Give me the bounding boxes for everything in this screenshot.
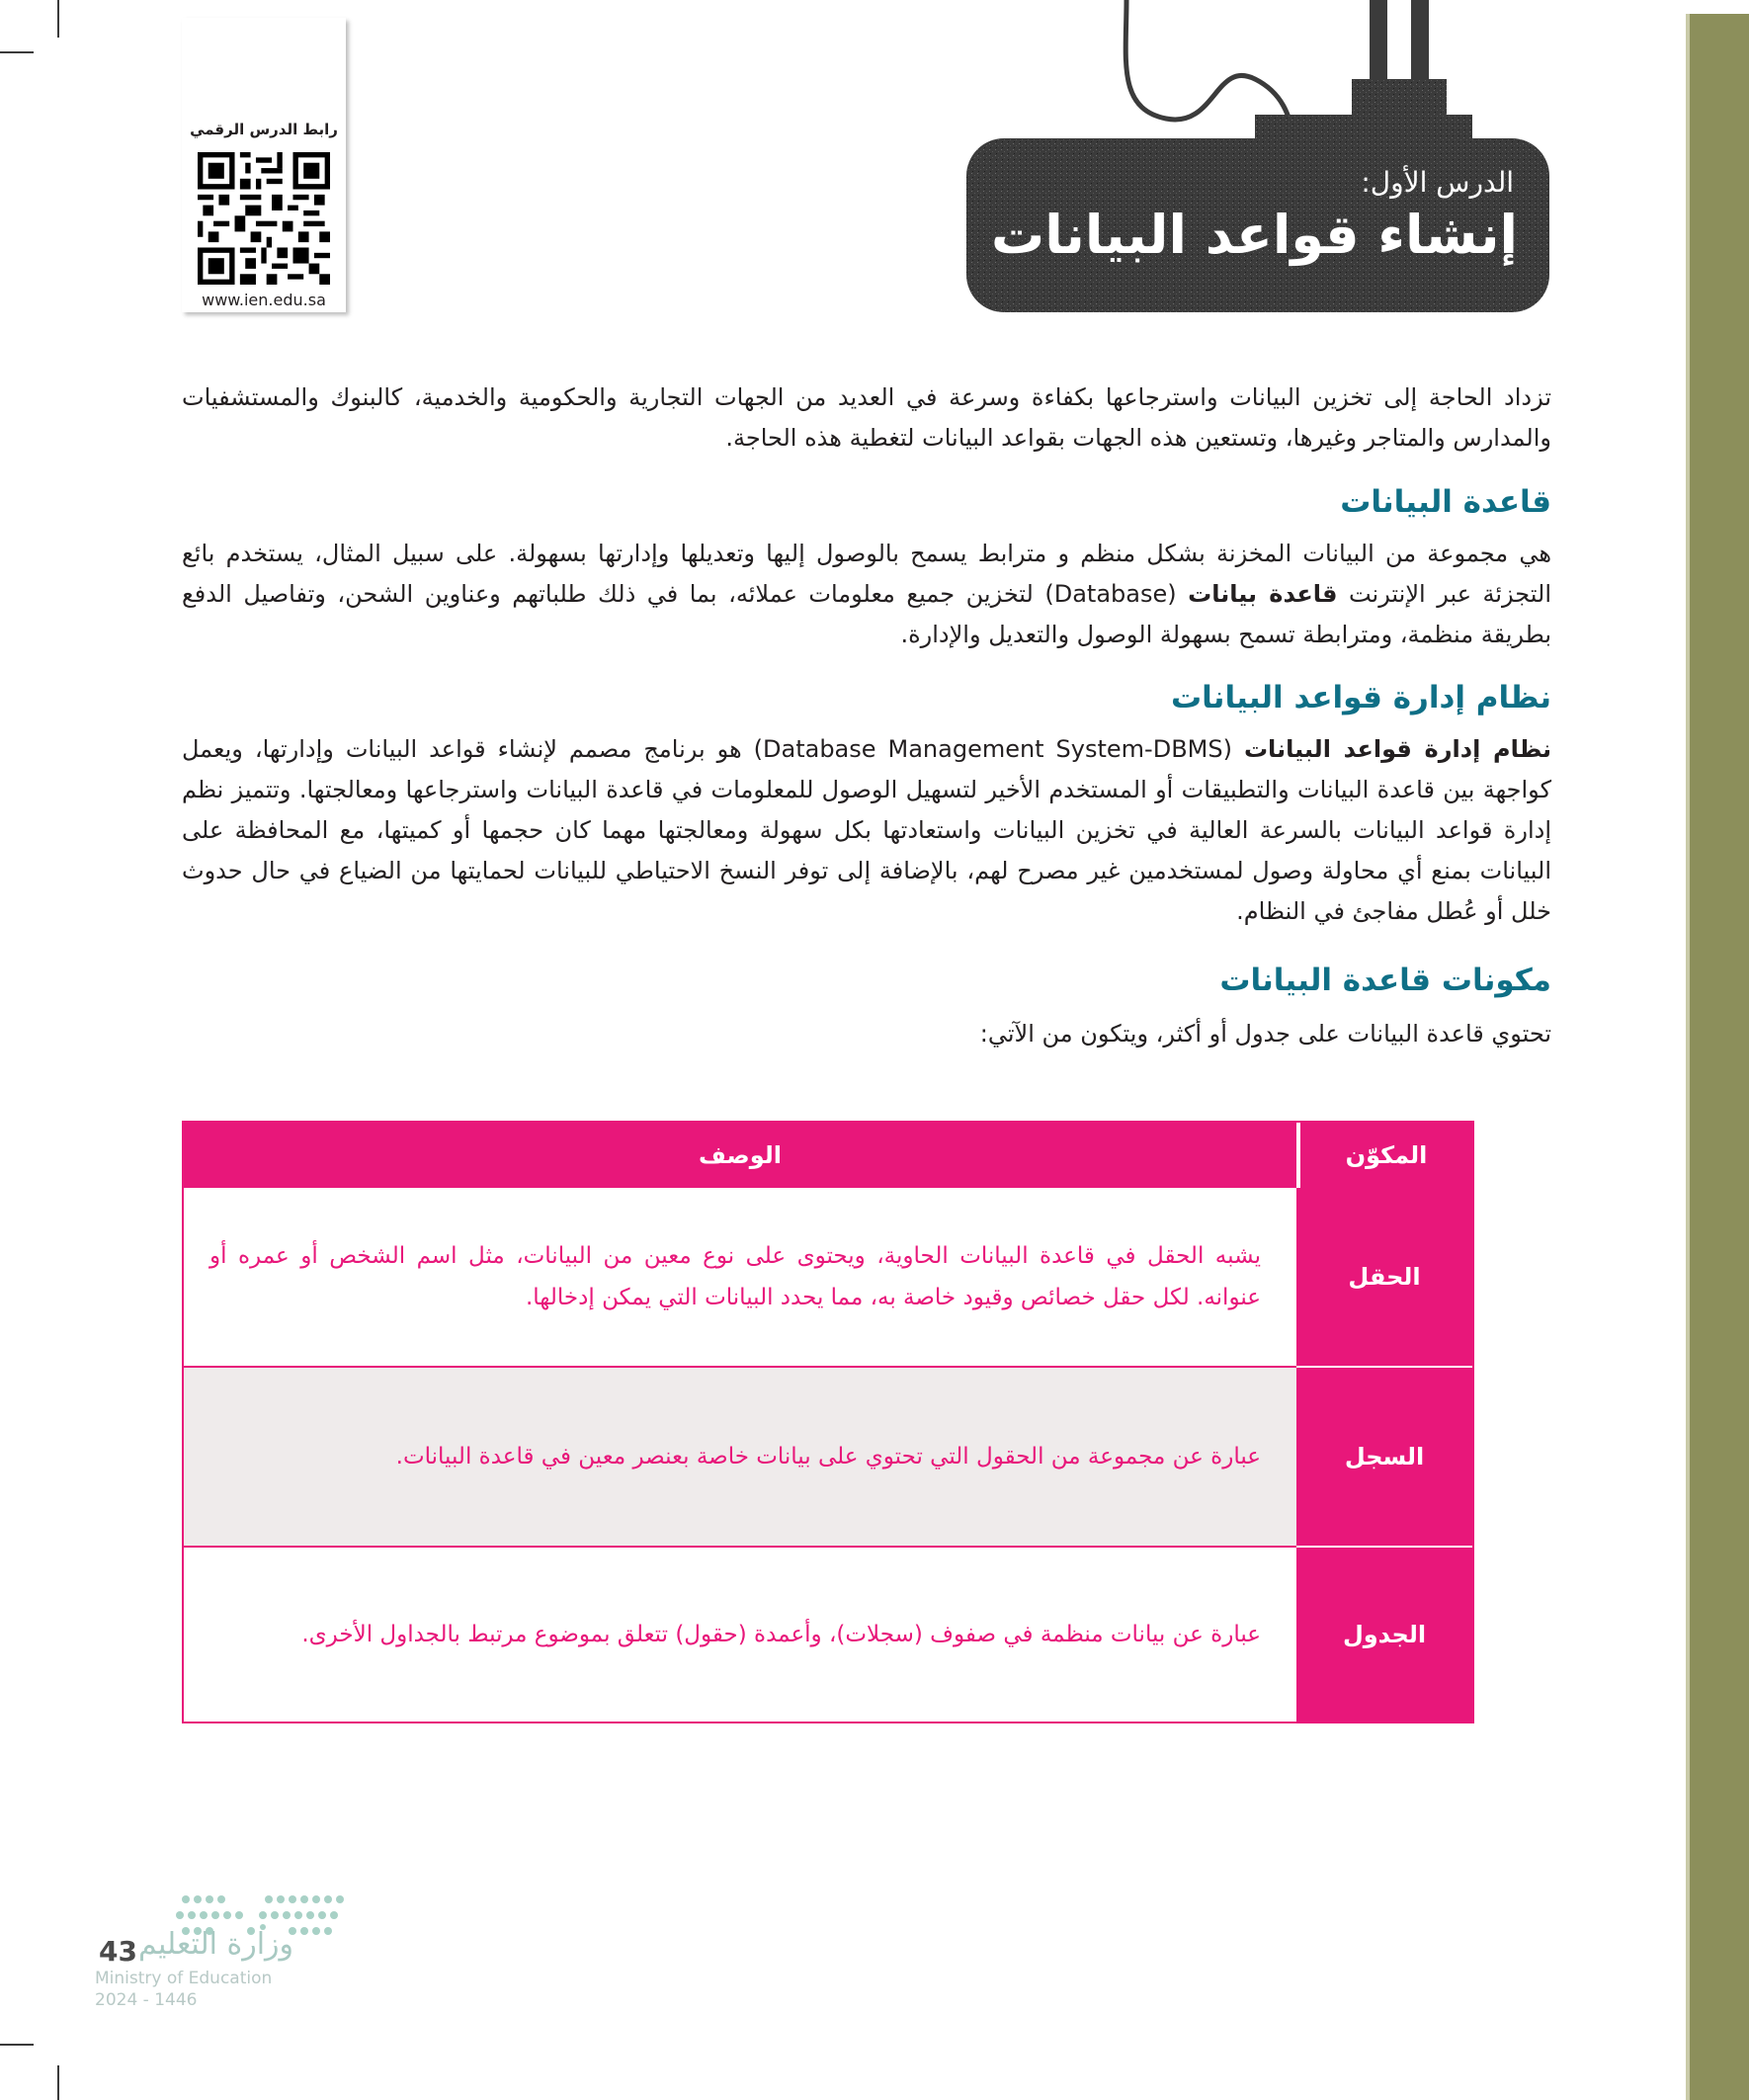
table-header-component: المكوّن xyxy=(1345,1141,1428,1169)
text-fragment: (Database Management System-DBMS) هو برنامج مصمم لإنشاء قواعد البيانات وإدارتها، ويعمل كواجهة بين قاعدة البيانات والتطبيقات أو المستخدم الأخير لتسهيل الوصول للمعلومات في قاعدة البيانات واسترجاعها ومعالجتها. وتتميز نظم إدارة قواعد البيانات بالسرعة العالية في تخزين البيانات واستعادتها بكل سهولة ومعالجتها مهما كان حجمها أو كميتها، مع المحافظة على البيانات بمنع أي محاولة وصول لمستخدمين غير مصرح لهم، بالإضافة إلى توفر النسخ الاحتياطي للبيانات لحمايتها من الضياع في حال حدوث خلل أو عُطل مفاجئ في النظام. xyxy=(182,735,1551,925)
row-component: السجل xyxy=(1296,1368,1472,1546)
table-row xyxy=(184,1188,1472,1366)
page-number: 43 xyxy=(99,1935,137,1968)
ministry-name-english: Ministry of Education xyxy=(95,1969,273,1988)
qr-card[interactable] xyxy=(182,18,346,312)
text-fragment: (Database) لتخزين جميع معلومات عملائه، بما في ذلك طلباتهم وعناوين الشحن، وتفاصيل الدفع بطريقة منظمة، ومترابطة تسمح بسهولة الوصول والتعديل والإدارة. xyxy=(182,580,1551,648)
table-header-description: الوصف xyxy=(698,1141,783,1169)
qr-label: رابط الدرس الرقمي xyxy=(190,121,338,138)
page-sidebar xyxy=(1690,14,1749,2100)
banner-graphic xyxy=(958,0,1561,316)
crop-mark xyxy=(0,2044,34,2046)
row-description-text: عبارة عن مجموعة من الحقول التي تحتوي على بيانات خاصة بعنصر معين في قاعدة البيانات. xyxy=(395,1444,1261,1470)
intro-paragraph: تزداد الحاجة إلى تخزين البيانات واسترجاعها بكفاءة وسرعة في العديد من الجهات التجارية والحكومية والخدمية، كالبنوك والمستشفيات والمدارس والمتاجر وغيرها، وتستعين هذه الجهات بقواعد البيانات لتغطية هذه الحاجة. xyxy=(182,383,1551,452)
section-heading-components: مكونات قاعدة البيانات xyxy=(1219,963,1551,998)
table-row xyxy=(184,1368,1472,1546)
row-description xyxy=(184,1188,1296,1366)
crop-mark xyxy=(57,2065,59,2100)
section-paragraph-database xyxy=(182,534,1551,655)
table-row xyxy=(184,1548,1472,1722)
qr-url[interactable]: www.ien.edu.sa xyxy=(202,291,326,309)
section-paragraph-dbms xyxy=(182,729,1551,932)
crop-mark xyxy=(57,0,59,38)
bold-term: قاعدة بيانات xyxy=(1188,580,1338,608)
academic-year: 2024 - 1446 xyxy=(95,1990,198,2010)
section-paragraph-components: تحتوي قاعدة البيانات على جدول أو أكثر، ويتكون من الآتي: xyxy=(979,1020,1551,1048)
table-header-row xyxy=(184,1123,1472,1188)
lesson-banner xyxy=(958,0,1561,316)
row-description xyxy=(184,1368,1296,1546)
row-component: الحقل xyxy=(1296,1188,1472,1366)
section-heading-database: قاعدة البيانات xyxy=(1340,484,1551,520)
row-description xyxy=(184,1548,1296,1722)
section-heading-dbms: نظام إدارة قواعد البيانات xyxy=(1171,680,1551,715)
row-description-text: يشبه الحقل في قاعدة البيانات الحاوية، ويحتوى على نوع معين من البيانات، مثل اسم الشخص أو عمره أو عنوانه. لكل حقل خصائص وقيود خاصة به، مما يحدد البيانات التي يمكن إدخالها. xyxy=(209,1243,1261,1310)
components-table xyxy=(182,1121,1474,1723)
crop-mark xyxy=(0,51,34,53)
text-fragment: هي مجموعة من البيانات المخزنة بشكل منظم و مترابط يسمح بالوصول إليها وتعديلها وإدارتها بسهولة. على سبيل المثال، يستخدم بائع التجزئة عبر الإنترنت xyxy=(182,540,1552,608)
row-component: الجدول xyxy=(1296,1548,1472,1722)
qr-code-icon[interactable] xyxy=(198,152,330,285)
lesson-label: الدرس الأول: xyxy=(1361,166,1514,199)
lesson-title: إنشاء قواعد البيانات xyxy=(991,204,1518,266)
row-description-text: عبارة عن بيانات منظمة في صفوف (سجلات)، وأعمدة (حقول) تتعلق بموضوع مرتبط بالجداول الأخرى. xyxy=(301,1622,1261,1647)
bold-term: نظام إدارة قواعد البيانات xyxy=(1243,735,1551,763)
ministry-name-arabic: وزارة التعليم xyxy=(138,1927,294,1962)
